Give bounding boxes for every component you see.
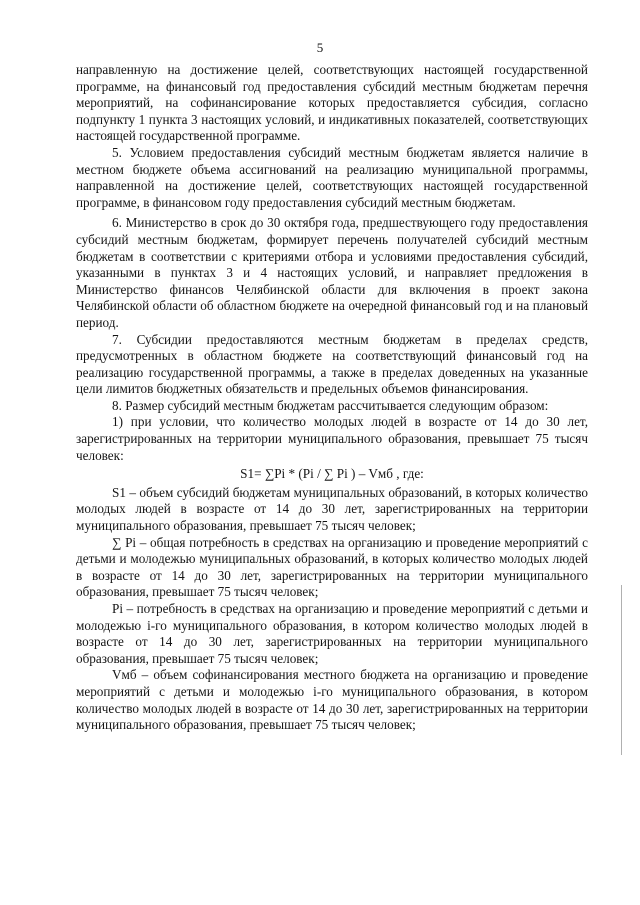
definition-sum-pi: ∑ Pi – общая потребность в средствах на организацию и проведение мероприятий с детьми и молодежью муниципальных образований, в которых количество молодых людей в возрасте от 14 до 30 лет, зарегистрированных на территории муниципального образования, превышает 75 тысяч человек; (76, 534, 588, 600)
definition-s1: S1 – объем субсидий бюджетам муниципальных образований, в которых количество молодых людей в возрасте от 14 до 30 лет, зарегистрированных на территории муниципального образования, превышает 75 тысяч человек; (76, 484, 588, 534)
paragraph-item-5: 5. Условием предоставления субсидий местным бюджетам является наличие в местном бюджете объема ассигнований на реализацию муниципальной программы, направленной на достижение целей, соответствующих настоящей государственной программе, в финансовом году предоставления субсидий местным бюджетам. (76, 144, 588, 210)
paragraph-subitem-1: 1) при условии, что количество молодых людей в возрасте от 14 до 30 лет, зарегистрированных на территории муниципального образования, превышает 75 тысяч человек: (76, 414, 588, 463)
paragraph-item-6: 6. Министерство в срок до 30 октября года, предшествующего году предоставления субсидий местным бюджетам, формирует перечень получателей субсидий местным бюджетам в соответствии с критериями отбора и условиями предоставления субсидий, указанными в пунктах 3 и 4 настоящих условий, и направляет предложения в Министерство финансов Челябинской области для включения в проект закона Челябинской области об областном бюджете на очередной финансовый год и на плановый период. (76, 215, 588, 330)
document-body (76, 62, 588, 734)
definition-pi: Pi – потребность в средствах на организацию и проведение мероприятий с детьми и молодежью i-го муниципального образования, в котором количество молодых людей в возрасте от 14 до 30 лет, зарегистрированных на территории муниципального образования, превышает 75 тысяч человек; (76, 601, 588, 666)
paragraph-continuation: направленную на достижение целей, соответствующих настоящей государственной программе, на финансовый год предоставления субсидий местным бюджетам перечня мероприятий, на софинансирование которых предоставляется субсидия, согласно подпункту 1 пункта 3 настоящих условий, и индикативных показателей, соответствующих настоящей государственной программе. (76, 62, 588, 144)
definition-vmb: Vмб – объем софинансирования местного бюджета на организацию и проведение мероприятий с детьми и молодежью i-го муниципального образования, в котором количество молодых людей в возрасте от 14 до 30 лет, зарегистрированных на территории муниципального образования, превышает 75 тысяч человек; (76, 667, 588, 733)
scan-edge-mark (621, 585, 622, 755)
formula: S1= ∑Pi * (Pi / ∑ Pi ) – Vмб , где: (240, 466, 424, 482)
page-number: 5 (316, 40, 324, 55)
paragraph-item-7: 7. Субсидии предоставляются местным бюджетам в пределах средств, предусмотренных в областном бюджете на соответствующий финансовый год на реализацию государственной программы, а также в пределах доведенных на указанные цели лимитов бюджетных обязательств и предельных объемов финансирования. (76, 331, 588, 397)
paragraph-item-8: 8. Размер субсидий местным бюджетам рассчитывается следующим образом: (112, 397, 549, 413)
